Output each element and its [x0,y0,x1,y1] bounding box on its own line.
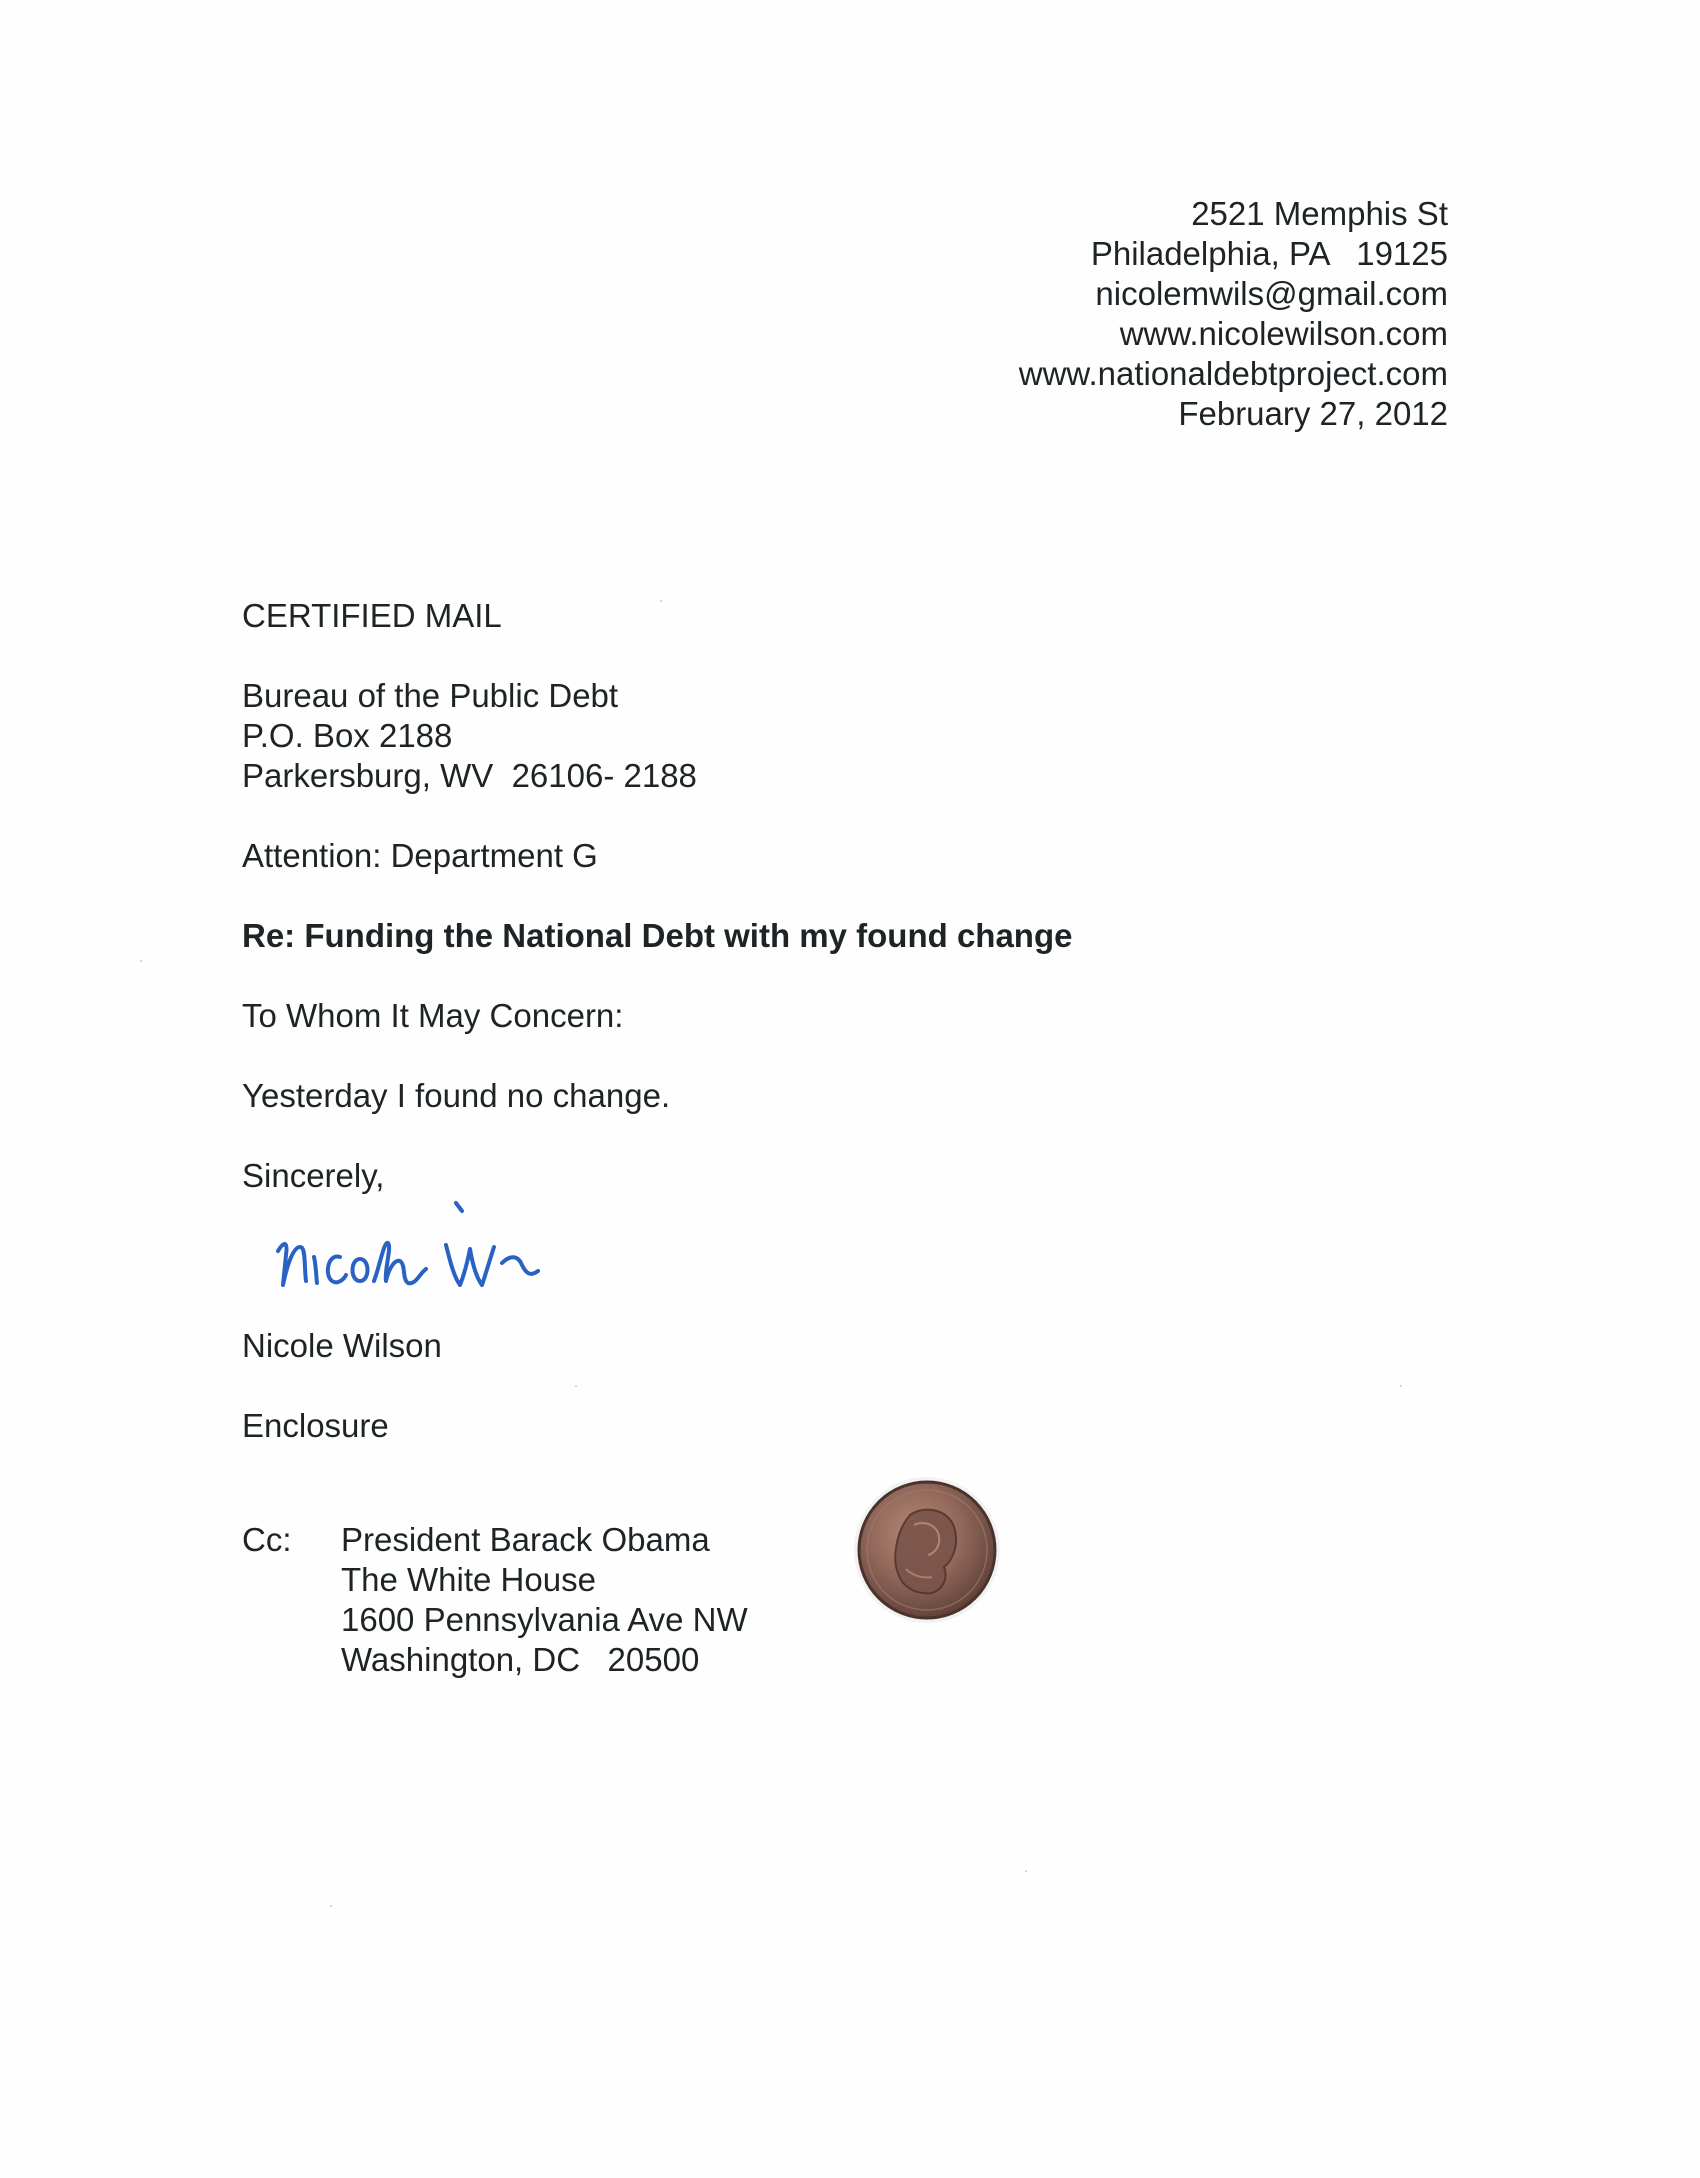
signer-name: Nicole Wilson [242,1327,442,1364]
cc-building: The White House [341,1561,596,1598]
cc-name: President Barack Obama [341,1521,710,1558]
sender-email: nicolemwils@gmail.com [1095,275,1448,312]
closing: Sincerely, [242,1157,385,1194]
scan-speck [1400,1385,1402,1387]
scan-speck [575,1385,577,1387]
letter-body: Yesterday I found no change. [242,1077,671,1114]
subject-line: Re: Funding the National Debt with my found change [242,917,1073,954]
attention-line: Attention: Department G [242,837,598,874]
cc-street: 1600 Pennsylvania Ave NW [341,1601,748,1638]
sender-website: www.nicolewilson.com [1119,315,1448,352]
handwritten-signature [270,1185,630,1315]
cc-label: Cc: [242,1521,292,1558]
salutation: To Whom It May Concern: [242,997,624,1034]
sender-city: Philadelphia, PA 19125 [1090,235,1448,272]
mail-type: CERTIFIED MAIL [242,597,502,634]
recipient-po-box: P.O. Box 2188 [242,717,453,754]
sender-address-block [1019,194,1448,434]
scan-speck [1025,1870,1027,1872]
sender-project-website: www.nationaldebtproject.com [1018,355,1448,392]
recipient-city: Parkersburg, WV 26106- 2188 [242,757,697,794]
scan-speck [330,1905,332,1907]
cc-city: Washington, DC 20500 [341,1641,700,1678]
letter-date: February 27, 2012 [1178,395,1448,432]
scan-speck [140,960,142,962]
penny-coin-image [852,1475,1002,1625]
cc-address-block [341,1520,748,1680]
scan-speck [660,600,662,602]
recipient-name: Bureau of the Public Debt [242,677,619,714]
sender-street: 2521 Memphis St [1191,195,1448,232]
enclosure-notation: Enclosure [242,1407,389,1444]
recipient-address-block [242,676,697,796]
